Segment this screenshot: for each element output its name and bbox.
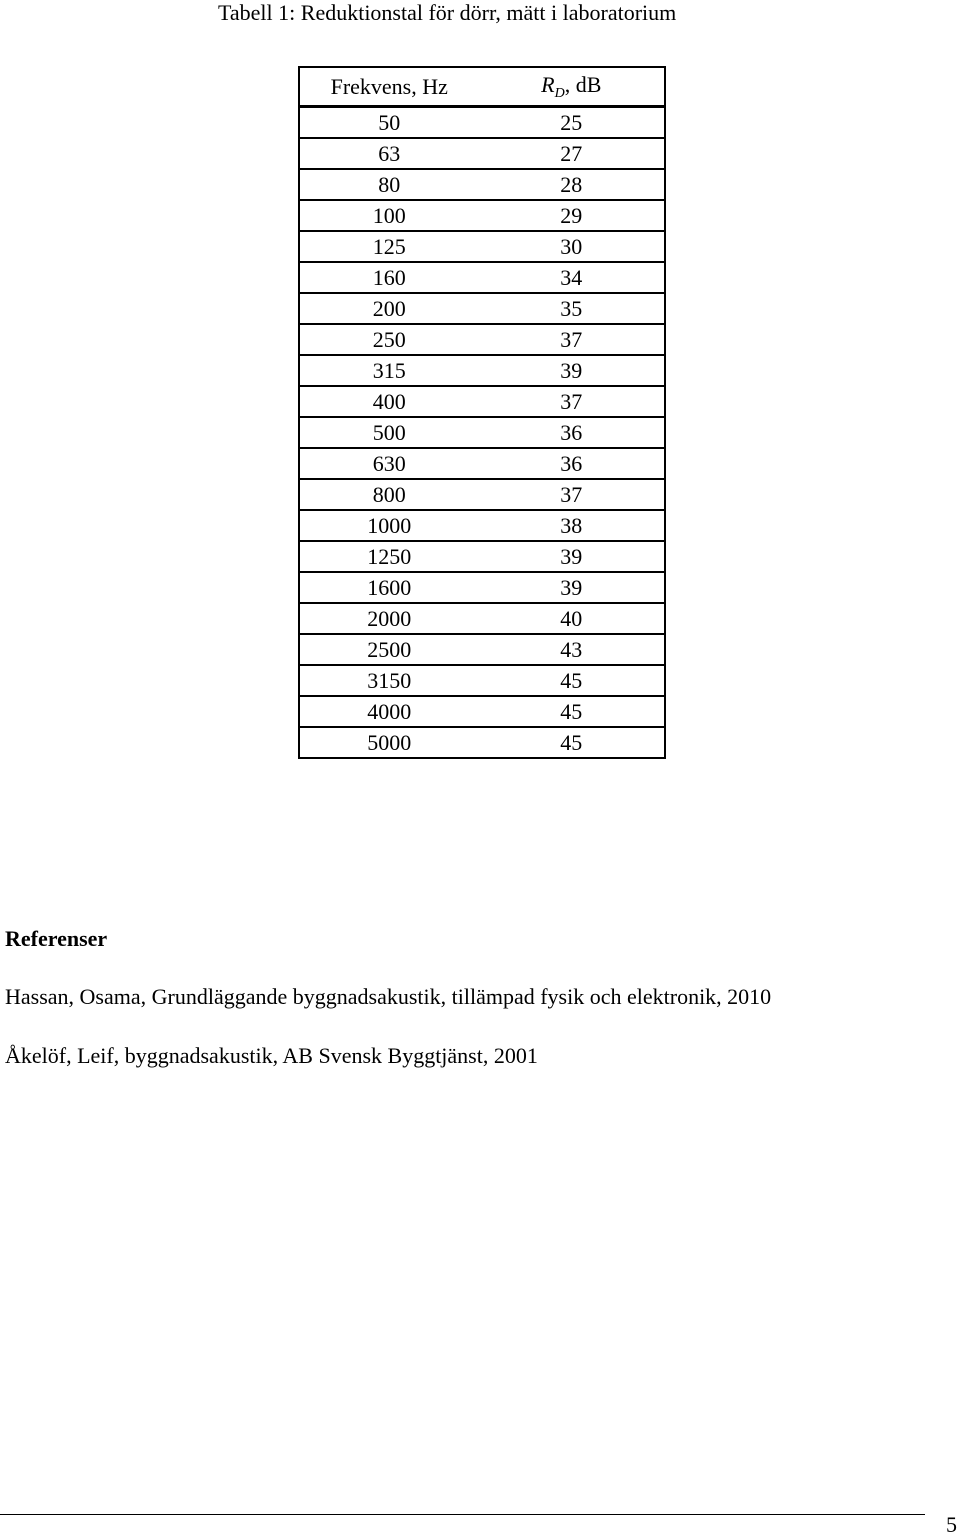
- cell-frequency: 63: [299, 138, 479, 169]
- table-row: [299, 293, 665, 324]
- cell-reduction: 36: [479, 417, 666, 448]
- table-row: [299, 665, 665, 696]
- cell-reduction: 25: [479, 107, 666, 139]
- header-rd-subscript: D: [554, 85, 565, 101]
- page-number: 5: [946, 1512, 957, 1537]
- cell-frequency: 1000: [299, 510, 479, 541]
- cell-reduction: 39: [479, 541, 666, 572]
- cell-frequency: 315: [299, 355, 479, 386]
- table-row: [299, 510, 665, 541]
- table-row: [299, 355, 665, 386]
- table-row: [299, 572, 665, 603]
- table-row: [299, 603, 665, 634]
- cell-frequency: 800: [299, 479, 479, 510]
- cell-reduction: 45: [479, 696, 666, 727]
- cell-reduction: 34: [479, 262, 666, 293]
- cell-reduction: 43: [479, 634, 666, 665]
- cell-reduction: 35: [479, 293, 666, 324]
- table-row: [299, 324, 665, 355]
- cell-reduction: 29: [479, 200, 666, 231]
- cell-frequency: 630: [299, 448, 479, 479]
- table-row: [299, 231, 665, 262]
- table-row: [299, 138, 665, 169]
- cell-frequency: 3150: [299, 665, 479, 696]
- cell-reduction: 37: [479, 386, 666, 417]
- cell-reduction: 27: [479, 138, 666, 169]
- reference-item: Åkelöf, Leif, byggnadsakustik, AB Svensk Byggtjänst, 2001: [5, 1043, 538, 1068]
- table-row: [299, 200, 665, 231]
- header-rd-unit: , dB: [564, 71, 602, 97]
- table-row: [299, 169, 665, 200]
- cell-frequency: 400: [299, 386, 479, 417]
- reduction-table: [298, 66, 666, 759]
- cell-reduction: 38: [479, 510, 666, 541]
- cell-frequency: 2000: [299, 603, 479, 634]
- cell-frequency: 500: [299, 417, 479, 448]
- cell-frequency: 1250: [299, 541, 479, 572]
- cell-frequency: 50: [299, 107, 479, 139]
- cell-reduction: 39: [479, 572, 666, 603]
- cell-frequency: 125: [299, 231, 479, 262]
- table-row: [299, 541, 665, 572]
- table-row: [299, 107, 665, 139]
- cell-frequency: 250: [299, 324, 479, 355]
- cell-frequency: 4000: [299, 696, 479, 727]
- footer-rule: [0, 1514, 925, 1515]
- table-row: [299, 727, 665, 758]
- cell-reduction: 37: [479, 479, 666, 510]
- table-row: [299, 262, 665, 293]
- header-reduction: [479, 67, 666, 107]
- cell-frequency: 80: [299, 169, 479, 200]
- cell-frequency: 100: [299, 200, 479, 231]
- cell-reduction: 28: [479, 169, 666, 200]
- references-heading: Referenser: [5, 926, 108, 951]
- table-caption: Tabell 1: Reduktionstal för dörr, mätt i laboratorium: [218, 0, 677, 25]
- cell-frequency: 160: [299, 262, 479, 293]
- table-row: [299, 448, 665, 479]
- table-row: [299, 696, 665, 727]
- cell-reduction: 30: [479, 231, 666, 262]
- cell-reduction: 40: [479, 603, 666, 634]
- cell-frequency: 1600: [299, 572, 479, 603]
- table-body: [299, 107, 665, 759]
- cell-frequency: 200: [299, 293, 479, 324]
- cell-reduction: 36: [479, 448, 666, 479]
- table-row: [299, 479, 665, 510]
- cell-reduction: 45: [479, 665, 666, 696]
- table-row: [299, 634, 665, 665]
- header-rd-symbol: R: [541, 71, 555, 97]
- cell-reduction: 45: [560, 729, 583, 755]
- table-row: [299, 417, 665, 448]
- table-row: [299, 386, 665, 417]
- table-header-row: [299, 67, 665, 107]
- cell-reduction: 39: [479, 355, 666, 386]
- header-frequency: Frekvens, Hz: [299, 67, 479, 107]
- cell-reduction: 37: [479, 324, 666, 355]
- cell-frequency: 5000: [367, 729, 412, 755]
- reference-item: Hassan, Osama, Grundläggande byggnadsakustik, tillämpad fysik och elektronik, 2010: [5, 984, 772, 1009]
- cell-frequency: 2500: [299, 634, 479, 665]
